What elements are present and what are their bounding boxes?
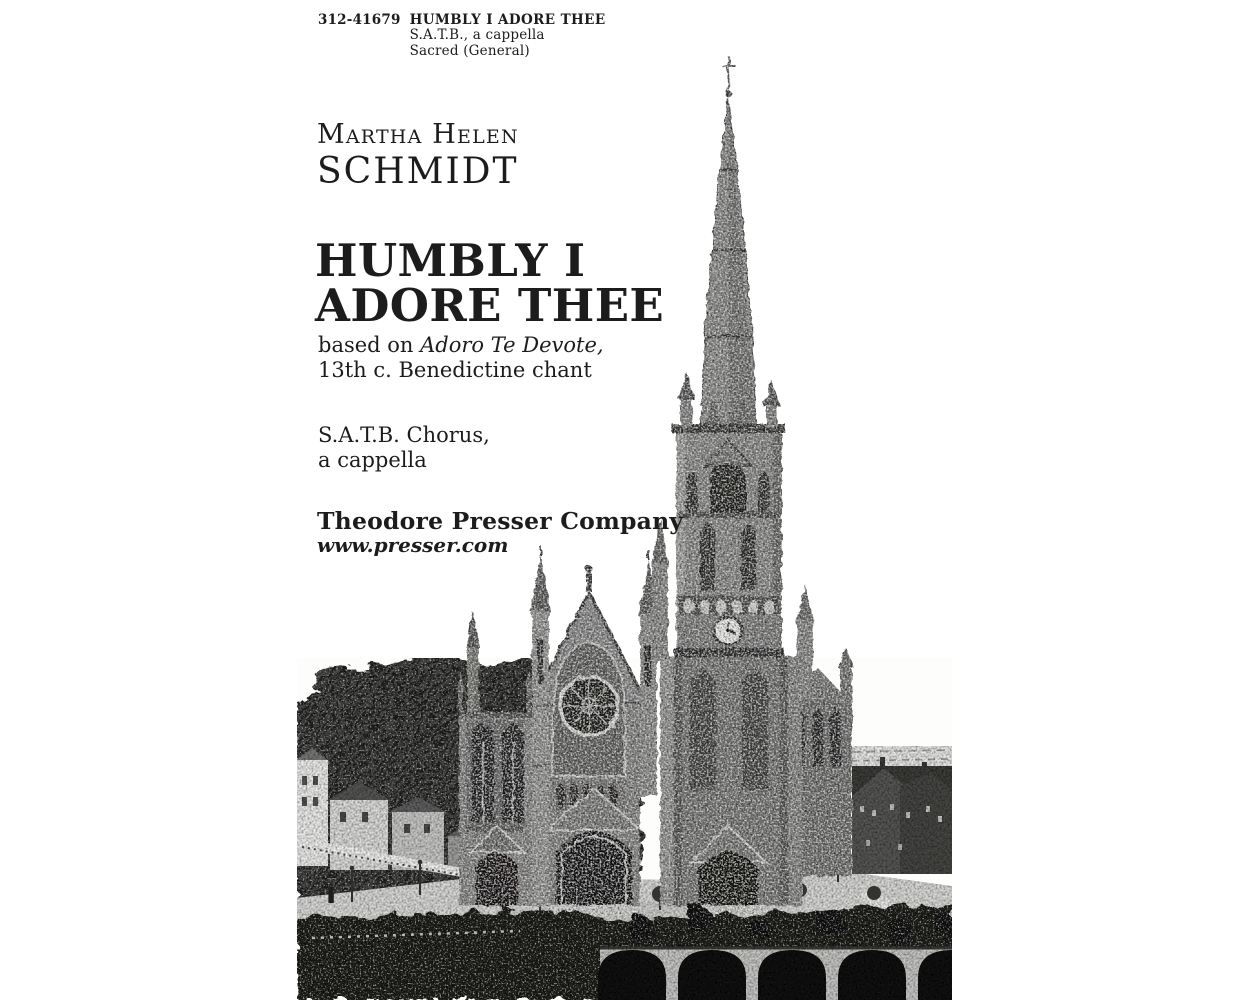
spire-finial (725, 91, 731, 97)
tower-base (660, 656, 802, 915)
catalog-category: Sacred (General) (409, 42, 530, 59)
main-title-line2: ADORE THEE (315, 279, 665, 332)
viaduct-arches (598, 948, 986, 1000)
tower-clock (714, 617, 742, 645)
catalog-title: HUMBLY I ADORE THEE (409, 12, 606, 28)
publisher-name: Theodore Presser Company (317, 507, 684, 535)
subtitle-line2: 13th c. Benedictine chant (318, 358, 592, 382)
main-title-line1: HUMBLY I (315, 234, 586, 287)
pedestrian-figure (328, 886, 334, 903)
catalog-details (410, 13, 606, 59)
statue (586, 566, 593, 573)
subtitle-source-title: Adoro Te Devote, (420, 333, 604, 357)
subtitle-prefix: based on (318, 333, 421, 357)
composer-last-name: SCHMIDT (317, 151, 519, 192)
subtitle-line1 (318, 333, 604, 358)
tower-portal (698, 852, 758, 906)
town-buildings (852, 757, 952, 874)
catalog-header (318, 13, 606, 59)
rose-window (560, 677, 618, 735)
subtitle (318, 333, 604, 383)
scoring-line1: S.A.T.B. Chorus, (318, 423, 490, 447)
composer-name (317, 119, 519, 192)
spire (701, 56, 756, 424)
scoring-line2: a cappella (318, 447, 427, 472)
left-aisle (459, 712, 536, 906)
catalog-scoring: S.A.T.B., a cappella (409, 27, 545, 44)
publisher-website: www.presser.com (317, 533, 509, 557)
publisher-block (317, 508, 683, 557)
composer-first-names: Martha Helen (317, 119, 519, 150)
catalog-number: 312-41679 (318, 12, 401, 28)
central-portal (556, 831, 632, 906)
main-title (315, 234, 665, 332)
scoring-block (318, 423, 490, 472)
